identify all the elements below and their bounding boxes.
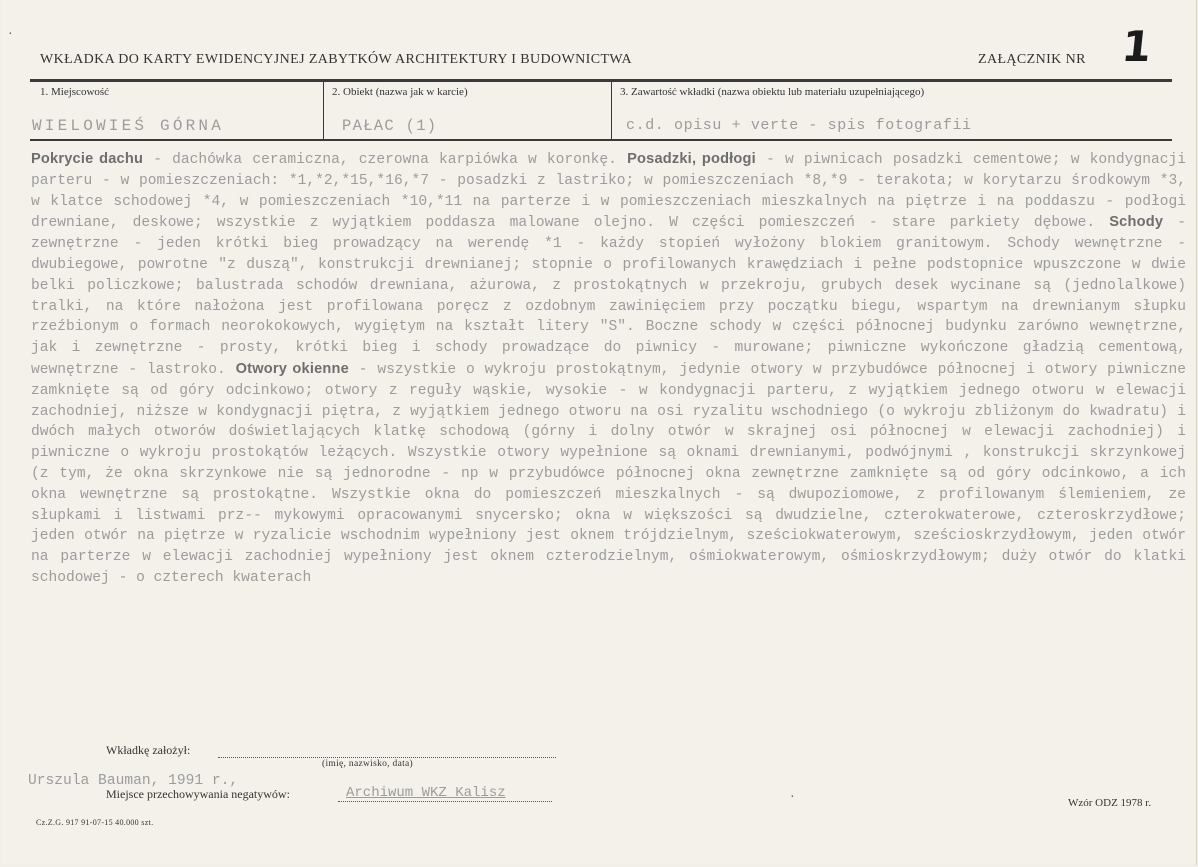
annex-number: 1 xyxy=(1119,22,1154,71)
form-title: WKŁADKA DO KARTY EWIDENCYJNEJ ZABYTKÓW ARCHITEKTURY I BUDOWNICTWA xyxy=(40,52,632,67)
section-heading-stairs: Schody xyxy=(1109,214,1164,231)
section-heading-windows: Otwory okienne xyxy=(235,360,349,377)
section-text-roof: - dachówka ceramiczna, czerowna karpiówka w koronkę. xyxy=(143,152,628,168)
field-divider-2 xyxy=(611,81,612,140)
header-rule-top xyxy=(30,79,1172,82)
section-heading-roof: Pokrycie dachu xyxy=(31,151,144,167)
author-value: Urszula Bauman, 1991 r., xyxy=(28,773,239,789)
section-text-floors: - w piwnicach posadzki cementowe; w kondygnacji parteru - w pomieszczeniach: *1,*2,*15,*16,*7 - posadzki z lastriko; w pomieszczeniach *8,*9 - terakota; w korytarzu środkowym *3, w klatce schodowej *4, w pomieszczeniach *10,*11 na parterze i w pomieszczeniach mieszkalnych na piętrze i na poddaszu - podłogi drewniane, deskowe; wszystkie z wyjątkiem poddasza malowane olejno. W części pomieszczeń - stare parkiety dębowe. xyxy=(31,152,1186,232)
object-value: PAŁAC (1) xyxy=(342,117,438,135)
section-text-windows: - wszystkie o wykroju prostokątnym, jedynie otwory w przybudówce północnej i otwory piwniczne zamknięte są od góry odcinkowo; otwory z reguły wąskie, wysokie - w kondygnacji parteru, z wyjątkiem jednego otworu w elewacji zachodniej, niższe w kondygnacji piętra, z wyjątkiem jednego otworu na osi ryzalitu wschodniego (o wykroju zbliżonym do kwadratu) i dwóch małych otworów doświetlających klatkę schodową (górny i dolny otwór w skrajnej osi północnej w elewacji zachodniej) i piwniczne o wykroju prostokątów leżących. Wszystkie otwory wypełnione są oknami drewnianymi, podwójnymi , konstrukcji skrzynkowej (z tym, że okna skrzynkowe nie są jednorodne - np w przybudówce północnej okna zewnętrzne zamknięte są od góry odcinkowo, a ich okna wewnętrzne są prostokątne. Wszystkie okna do pomieszczeń mieszkalnych - są dwupoziomowe, z profilowanym ślemieniem, ze słupkami i listwami prz-- mykowymi opracowanymi snycersko; okna w większości są dwudzielne, czterokwaterowe, czteroskrzydłowe; jeden otwór na piętrze w ryzalicie wschodnim wypełniony jest oknem trójdzielnym, sześciokwaterowym, sześcioskrzydłowym, jeden otwór na parterze w elewacji zachodniej wypełniony jest oknem czterodzielnym, ośmiokwaterowym, ośmioskrzydłowym; duży otwór do klatki schodowej - o czterech kwaterach xyxy=(31,361,1186,586)
negatives-line xyxy=(338,801,552,802)
section-heading-floors: Posadzki, podłogi xyxy=(627,151,756,167)
header-rule-bottom xyxy=(30,139,1172,141)
author-label: Wkładkę założył: xyxy=(106,743,191,757)
section-text-stairs: - zewnętrzne - jeden krótki bieg prowadzący na werendę *1 - każdy stopień wyłożony blokiem granitowym. Schody wewnętrzne - dwubiegowe, powrotne "z duszą", konstrukcji drewnianej; stopnie o profilowanych krawędziach i pełne podstopnice wpuszczone w dwie belki policzkowe; balustrada schodów drewniana, ażurowa, z prostokątnych w przekroju, grubych desek wycinane są (jednolalkowe) tralki, na które nałożona jest profilowana poręcz z ozdobnym zawinięciem przy początku biegu, wspartym na drewnianym słupku rzeźbionym o formach neorokokowych, wygiętym na kształt litery "S". Boczne schody w części północnej budynku zarówno wewnętrzne, jak i zewnętrzne - prosty, krótki bieg i schody prowadzące do piwnicy - murowane; piwniczne wykończone gładzią cementową, wewnętrzne - lastroko. xyxy=(31,215,1187,378)
negatives-value: Archiwum WKZ Kalisz xyxy=(346,785,506,801)
locality-label: 1. Miejscowość xyxy=(40,86,110,98)
print-info: Cz.Z.G. 917 91-07-15 40.000 szt. xyxy=(36,818,154,827)
description-text xyxy=(31,149,1186,589)
object-label: 2. Obiekt (nazwa jak w karcie) xyxy=(332,86,468,98)
locality-value: WIELOWIEŚ GÓRNA xyxy=(32,117,225,135)
field-divider-1 xyxy=(323,81,324,140)
annex-label: ZAŁĄCZNIK NR xyxy=(978,52,1086,67)
contents-label: 3. Zawartość wkładki (nazwa obiektu lub materiału uzupełniającego) xyxy=(620,86,925,98)
negatives-label: Miejsce przechowywania negatywów: xyxy=(106,787,290,801)
contents-value: c.d. opisu + verte - spis fotografii xyxy=(626,117,972,134)
author-hint: (imię, nazwisko, data) xyxy=(322,759,414,769)
ink-mark: · xyxy=(790,790,795,805)
author-line xyxy=(218,757,556,758)
record-insert-card xyxy=(2,0,1197,865)
ink-mark: · xyxy=(8,27,13,42)
form-model: Wzór ODZ 1978 r. xyxy=(1068,797,1152,809)
